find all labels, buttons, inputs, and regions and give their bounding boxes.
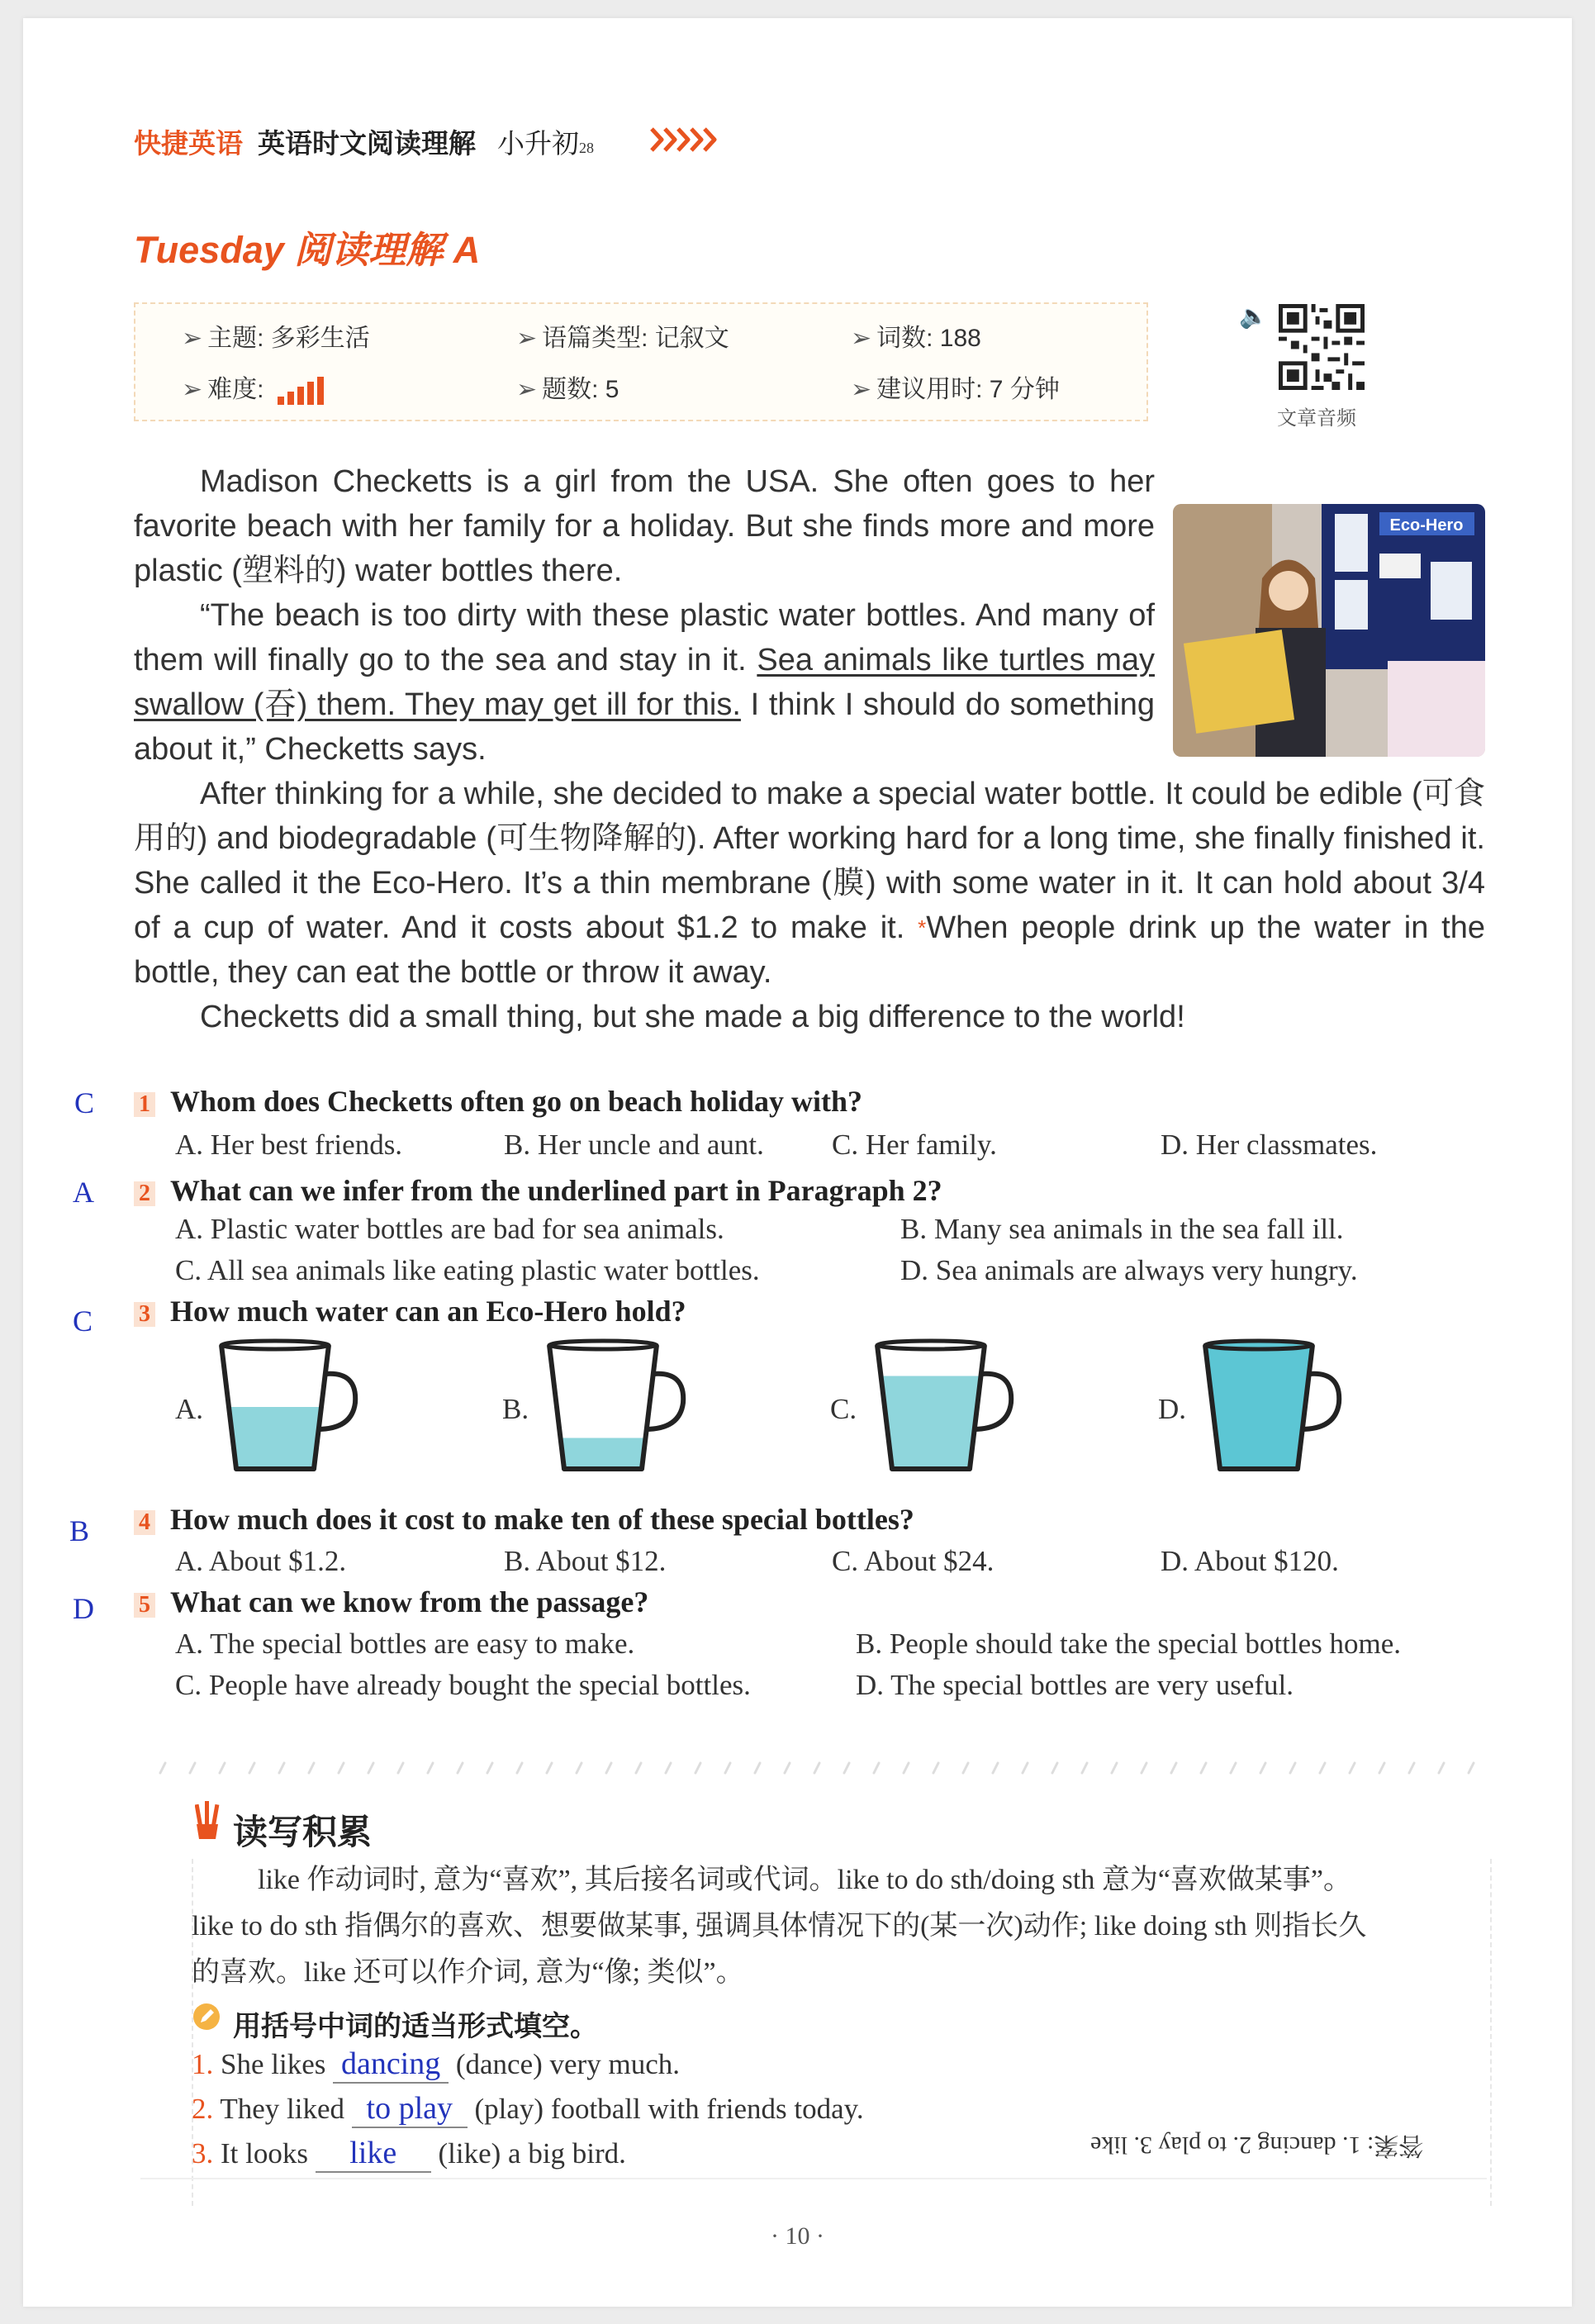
cup-b-icon [541, 1337, 690, 1477]
divider-dash [487, 1763, 492, 1773]
paragraph-4: Checketts did a small thing, but she made a big difference to the world! [200, 1000, 1185, 1034]
question-2: 2 What can we infer from the underlined part in Paragraph 2? [134, 1173, 942, 1208]
q5-option-d[interactable]: D. The special bottles are very useful. [856, 1669, 1294, 1701]
pencil-cup-icon [195, 1799, 220, 1839]
q2-option-d[interactable]: D. Sea animals are always very hungry. [900, 1254, 1358, 1286]
info-difficulty: ➢ 难度: [182, 368, 327, 405]
divider-dash [1112, 1763, 1117, 1773]
divider-dash [220, 1763, 225, 1773]
cup-a-icon [213, 1337, 362, 1477]
handwritten-answer-5: D [73, 1592, 94, 1625]
divider-dash [249, 1763, 254, 1773]
fill-blank-1[interactable]: dancing [333, 2046, 449, 2084]
q4-option-a[interactable]: A. About $1.2. [175, 1545, 347, 1577]
inverted-answer-key: 答案: 1. dancing 2. to play 3. like [1090, 2132, 1424, 2159]
q5-option-a[interactable]: A. The special bottles are easy to make. [175, 1628, 635, 1660]
divider-dash [160, 1763, 165, 1773]
difficulty-bar [278, 397, 284, 405]
q2-option-a[interactable]: A. Plastic water bottles are bad for sea animals. [175, 1213, 724, 1245]
difficulty-bar [307, 382, 314, 405]
divider-dash [725, 1763, 730, 1773]
series-title: 英语时文阅读理解 [258, 130, 476, 159]
divider-dash [755, 1763, 760, 1773]
difficulty-bars [278, 377, 327, 405]
divider-dash [339, 1763, 344, 1773]
audio-label: 文章音频 [1277, 407, 1356, 430]
cup-c-icon [869, 1337, 1018, 1477]
cup-d-icon [1197, 1337, 1346, 1477]
fill-blank-3[interactable]: like [316, 2135, 431, 2173]
water-fill [561, 1438, 646, 1470]
info-theme: ➢ 主题: 多彩生活 [182, 325, 370, 352]
divider-dash [1023, 1763, 1028, 1773]
grade-label: 小升初 [497, 130, 579, 159]
divider-dash [814, 1763, 819, 1773]
water-fill [1205, 1345, 1313, 1469]
underlined-part: Sea animals like turtles may swallow (吞) them. They may get ill for this. [134, 643, 1155, 722]
handwritten-answer-1: C [74, 1086, 95, 1119]
divider-dash [309, 1763, 314, 1773]
qr-code-icon[interactable] [1279, 304, 1365, 390]
q4-option-c[interactable]: C. About $24. [832, 1545, 995, 1577]
divider-dash [1142, 1763, 1146, 1773]
q1-option-d[interactable]: D. Her classmates. [1161, 1129, 1378, 1161]
question-3: 3 How much water can an Eco-Hero hold? [134, 1294, 686, 1328]
fill-item-2: 2. They liked to play (play) football with friends today. [192, 2090, 864, 2128]
divider-dash [1320, 1763, 1325, 1773]
divider-dash [636, 1763, 641, 1773]
divider-dash [458, 1763, 463, 1773]
handwritten-answer-2: A [73, 1176, 94, 1209]
q1-option-a[interactable]: A. Her best friends. [175, 1129, 403, 1161]
divider-dash [398, 1763, 403, 1773]
accumulation-line-1: like 作动词时, 意为“喜欢”, 其后接名词或代词。like to do sth/doing sth 意为“喜欢做某事”。 [258, 1865, 1352, 1895]
divider-dash [1350, 1763, 1355, 1773]
article-photo [1173, 504, 1485, 757]
divider-dash [577, 1763, 582, 1773]
paragraph-3: After thinking for a while, she decided to make a special water bottle. It could be edible (可食用的) and biodegradable (可生物降解的). After working hard for a long time, she finally finished it. She called it the Eco-Hero. It’s a thin membrane (膜) with some water in it. It can hold about 3/4 of a cup of water. And it costs about $1.2 to make it. *When people drink up the water in the bottle, they can eat the bottle or throw it away. [134, 777, 1485, 990]
divider-dash [1439, 1763, 1444, 1773]
divider-dash [1231, 1763, 1236, 1773]
chevrons-icon [648, 126, 724, 154]
divider-dash [933, 1763, 938, 1773]
q5-option-b[interactable]: B. People should take the special bottles home. [856, 1628, 1402, 1660]
speaker-icon[interactable]: 🔈 [1239, 304, 1268, 330]
divider-dash [1409, 1763, 1414, 1773]
difficulty-bar [287, 392, 294, 405]
divider-dash [547, 1763, 552, 1773]
handwritten-answer-3: C [73, 1305, 93, 1338]
divider-dash [606, 1763, 611, 1773]
q3-option-b[interactable]: B. [502, 1393, 529, 1425]
cup-rim [877, 1341, 985, 1349]
accumulation-title: 读写积累 [233, 1813, 373, 1851]
fill-blank-2[interactable]: to play [352, 2090, 468, 2128]
divider-dash [695, 1763, 700, 1773]
divider-dash [1082, 1763, 1087, 1773]
exercise-instruction: 用括号中词的适当形式填空。 [233, 2012, 598, 2042]
divider-dash [428, 1763, 433, 1773]
difficulty-bar [297, 387, 304, 405]
divider-dash [1379, 1763, 1384, 1773]
divider-dash [368, 1763, 373, 1773]
divider-dash [785, 1763, 790, 1773]
difficulty-bar [317, 377, 324, 405]
q1-option-b[interactable]: B. Her uncle and aunt. [504, 1129, 764, 1161]
fill-item-3: 3. It looks like (like) a big bird. [192, 2135, 626, 2173]
q3-option-d[interactable]: D. [1158, 1393, 1187, 1425]
info-question-count: ➢ 题数: 5 [516, 376, 619, 403]
q3-option-a[interactable]: A. [175, 1393, 204, 1425]
star-mark: * [918, 915, 927, 940]
accumulation-line-2: like to do sth 指偶尔的喜欢、想要做某事, 强调具体情况下的(某一次)动作; like doing sth 则指长久 [192, 1911, 1367, 1941]
divider-dash [190, 1763, 195, 1773]
running-header [134, 122, 594, 161]
decorative-divider [157, 1760, 1479, 1776]
q4-option-b[interactable]: B. About $12. [504, 1545, 667, 1577]
accumulation-line-3: 的喜欢。like 还可以作介词, 意为“像; 类似”。 [192, 1957, 744, 1988]
water-fill [881, 1376, 981, 1470]
fill-item-1: 1. She likes dancing (dance) very much. [192, 2046, 680, 2084]
paragraph-2: “The beach is too dirty with these plastic water bottles. And many of them will finally go to the sea and stay in it. Sea animals like turtles may swallow (吞) them. They may get ill for this. I think I should do something about it,” Checketts says. [134, 598, 1155, 767]
divider-dash [1171, 1763, 1176, 1773]
box-bottom-rule [140, 2178, 1487, 2179]
divider-dash [666, 1763, 671, 1773]
divider-dash [1290, 1763, 1295, 1773]
divider-dash [844, 1763, 849, 1773]
brand-name: 快捷英语 [134, 130, 243, 159]
water-fill [229, 1407, 321, 1469]
cup-rim [549, 1341, 657, 1349]
poster-title: Eco-Hero [1389, 516, 1464, 535]
divider-dash [517, 1763, 522, 1773]
q5-option-c[interactable]: C. People have already bought the special bottles. [175, 1669, 751, 1701]
question-1: 1 Whom does Checketts often go on beach holiday with? [134, 1084, 862, 1119]
question-4: 4 How much does it cost to make ten of these special bottles? [134, 1502, 914, 1537]
cup-rim [221, 1341, 329, 1349]
divider-dash [1201, 1763, 1206, 1773]
divider-dash [1052, 1763, 1057, 1773]
question-5: 5 What can we know from the passage? [134, 1585, 648, 1619]
handwritten-answer-4: B [69, 1514, 90, 1547]
paragraph-1: Madison Checketts is a girl from the USA. She often goes to her favorite beach with her family for a holiday. But she finds more and more plastic (塑料的) water bottles there. [134, 464, 1155, 588]
divider-dash [963, 1763, 968, 1773]
grade-sub: 28 [579, 140, 594, 156]
q2-option-c[interactable]: C. All sea animals like eating plastic water bottles. [175, 1254, 760, 1286]
info-word-count: ➢ 词数: 188 [851, 325, 981, 352]
pencil-icon [193, 2003, 220, 2030]
divider-dash [904, 1763, 909, 1773]
q1-option-c[interactable]: C. Her family. [832, 1129, 997, 1161]
divider-dash [1469, 1763, 1474, 1773]
info-genre: ➢ 语篇类型: 记叙文 [516, 325, 729, 352]
divider-dash [993, 1763, 998, 1773]
section-title: Tuesday 阅读理解 A [134, 229, 481, 271]
q4-option-d[interactable]: D. About $120. [1161, 1545, 1339, 1577]
info-time: ➢ 建议用时: 7 分钟 [851, 376, 1060, 403]
q2-option-b[interactable]: B. Many sea animals in the sea fall ill. [900, 1213, 1344, 1245]
divider-dash [279, 1763, 284, 1773]
q3-option-c[interactable]: C. [830, 1393, 857, 1425]
divider-dash [874, 1763, 879, 1773]
divider-dash [1260, 1763, 1265, 1773]
cup-rim [1205, 1341, 1313, 1349]
page-number: · 10 · [771, 2222, 824, 2250]
